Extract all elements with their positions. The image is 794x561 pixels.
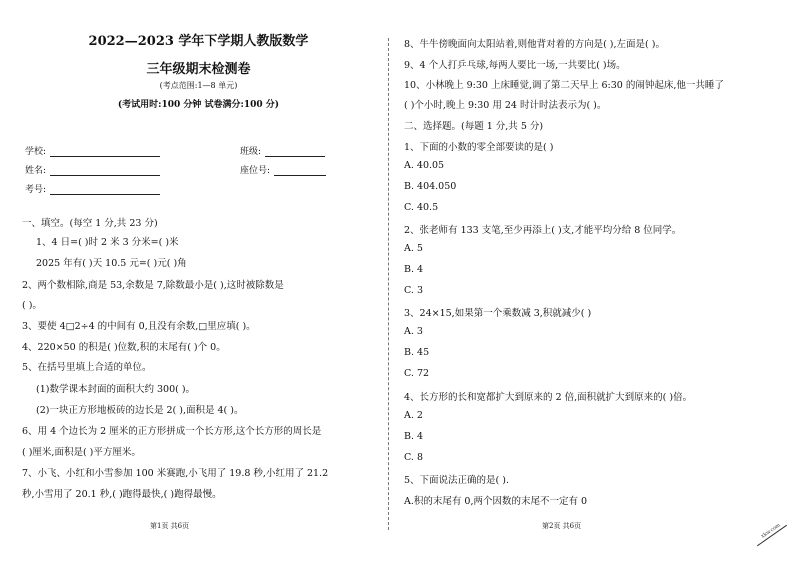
question-line: 秒,小雪用了 20.1 秒,( )跑得最快,( )跑得最慢。 [22, 489, 222, 500]
question-line: ( )厘米,面积是( )平方厘米。 [22, 447, 141, 458]
option-line: B. 45 [404, 347, 430, 358]
section-fill-heading: 一、填空。(每空 1 分,共 23 分) [22, 218, 158, 229]
exam-subtitle: 三年级期末检测卷 [146, 62, 251, 77]
name-label: 姓名: [25, 166, 47, 176]
school-field [25, 144, 160, 157]
seat-input-line [274, 166, 326, 176]
question-line: 6、用 4 个边长为 2 厘米的正方形拼成一个长方形,这个长方形的周长是 [22, 426, 322, 437]
class-label: 班级: [240, 147, 262, 157]
option-line: A. 40.05 [404, 160, 445, 171]
question-line: 4、220×50 的积是( )位数,积的末尾有( )个 0。 [22, 342, 226, 353]
exam-info: (考试用时:100 分钟 试卷满分:100 分) [117, 100, 280, 110]
school-label: 学校: [25, 147, 47, 157]
question-line: 2025 年有( )天 10.5 元=( )元( )角 [36, 258, 187, 269]
question-line: 8、牛牛傍晚面向太阳站着,则他背对着的方向是( ),左面是( )。 [404, 39, 665, 50]
question-line: 9、4 个人打乒乓球,每两人要比一场,一共要比( )场。 [404, 60, 626, 71]
option-line: A. 2 [404, 410, 423, 421]
question-line: 3、要使 4□2÷4 的中间有 0,且没有余数,□里应填( )。 [22, 321, 256, 332]
class-input-line [265, 147, 325, 157]
option-line: C. 8 [404, 452, 424, 463]
option-line: C. 72 [404, 368, 430, 379]
question-line: (1)数学课本封面的面积大约 300( )。 [36, 384, 196, 395]
option-line: A. 3 [404, 326, 423, 337]
exam-scope: (考点范围:1—8 单元) [159, 81, 238, 90]
question-line: ( )个小时,晚上 9:30 用 24 时计时法表示为( )。 [404, 100, 607, 111]
page-right [397, 0, 794, 561]
school-input-line [50, 147, 160, 157]
question-line: ( )。 [22, 300, 42, 311]
question-line: 4、长方形的长和宽都扩大到原来的 2 倍,面积就扩大到原来的( )倍。 [404, 392, 693, 403]
page-divider [388, 38, 389, 530]
exam-no-field [25, 182, 160, 195]
question-line: 10、小林晚上 9:30 上床睡觉,调了第二天早上 6:30 的闹钟起床,他一共睡了 [404, 80, 724, 91]
question-line: 7、小飞、小红和小雪参加 100 米赛跑,小飞用了 19.8 秒,小红用了 21.2 [22, 468, 329, 479]
seat-label: 座位号: [240, 166, 271, 176]
option-line: B. 4 [404, 431, 424, 442]
exam-title: 2022—2023 学年下学期人教版数学 [88, 34, 309, 49]
section-choice-heading: 二、选择题。(每题 1 分,共 5 分) [404, 121, 544, 132]
page-footer-right: 第2页 共6页 [542, 522, 582, 530]
option-line: A. 5 [404, 243, 423, 254]
option-line: B. 404.050 [404, 181, 457, 192]
option-line: C. 40.5 [404, 202, 439, 213]
option-line: C. 3 [404, 285, 424, 296]
question-line: 3、24×15,如果第一个乘数减 3,积就减少( ) [404, 308, 592, 319]
question-line: 5、下面说法正确的是( ). [404, 475, 509, 486]
seat-field [240, 163, 326, 176]
question-line: 1、4 日=( )时 2 米 3 分米=( )米 [36, 237, 179, 248]
name-field [25, 163, 160, 176]
page-footer-left: 第1页 共6页 [150, 522, 190, 530]
question-line: 2、张老师有 133 支笔,至少再添上( )支,才能平均分给 8 位同学。 [404, 225, 682, 236]
option-line: B. 4 [404, 264, 424, 275]
question-line: 5、在括号里填上合适的单位。 [22, 362, 152, 373]
option-line: A.积的末尾有 0,两个因数的末尾不一定有 0 [404, 496, 588, 507]
exam-no-label: 考号: [25, 185, 47, 195]
corner-watermark-text: xkw.com [760, 522, 782, 540]
class-field [240, 144, 325, 157]
question-line: 2、两个数相除,商是 53,余数是 7,除数最小是( ),这时被除数是 [22, 280, 284, 291]
question-line: (2)一块正方形地板砖的边长是 2( ),面积是 4( )。 [36, 405, 244, 416]
exam-no-input-line [50, 185, 160, 195]
question-line: 1、下面的小数的零全部要读的是( ) [404, 142, 554, 153]
name-input-line [50, 166, 160, 176]
